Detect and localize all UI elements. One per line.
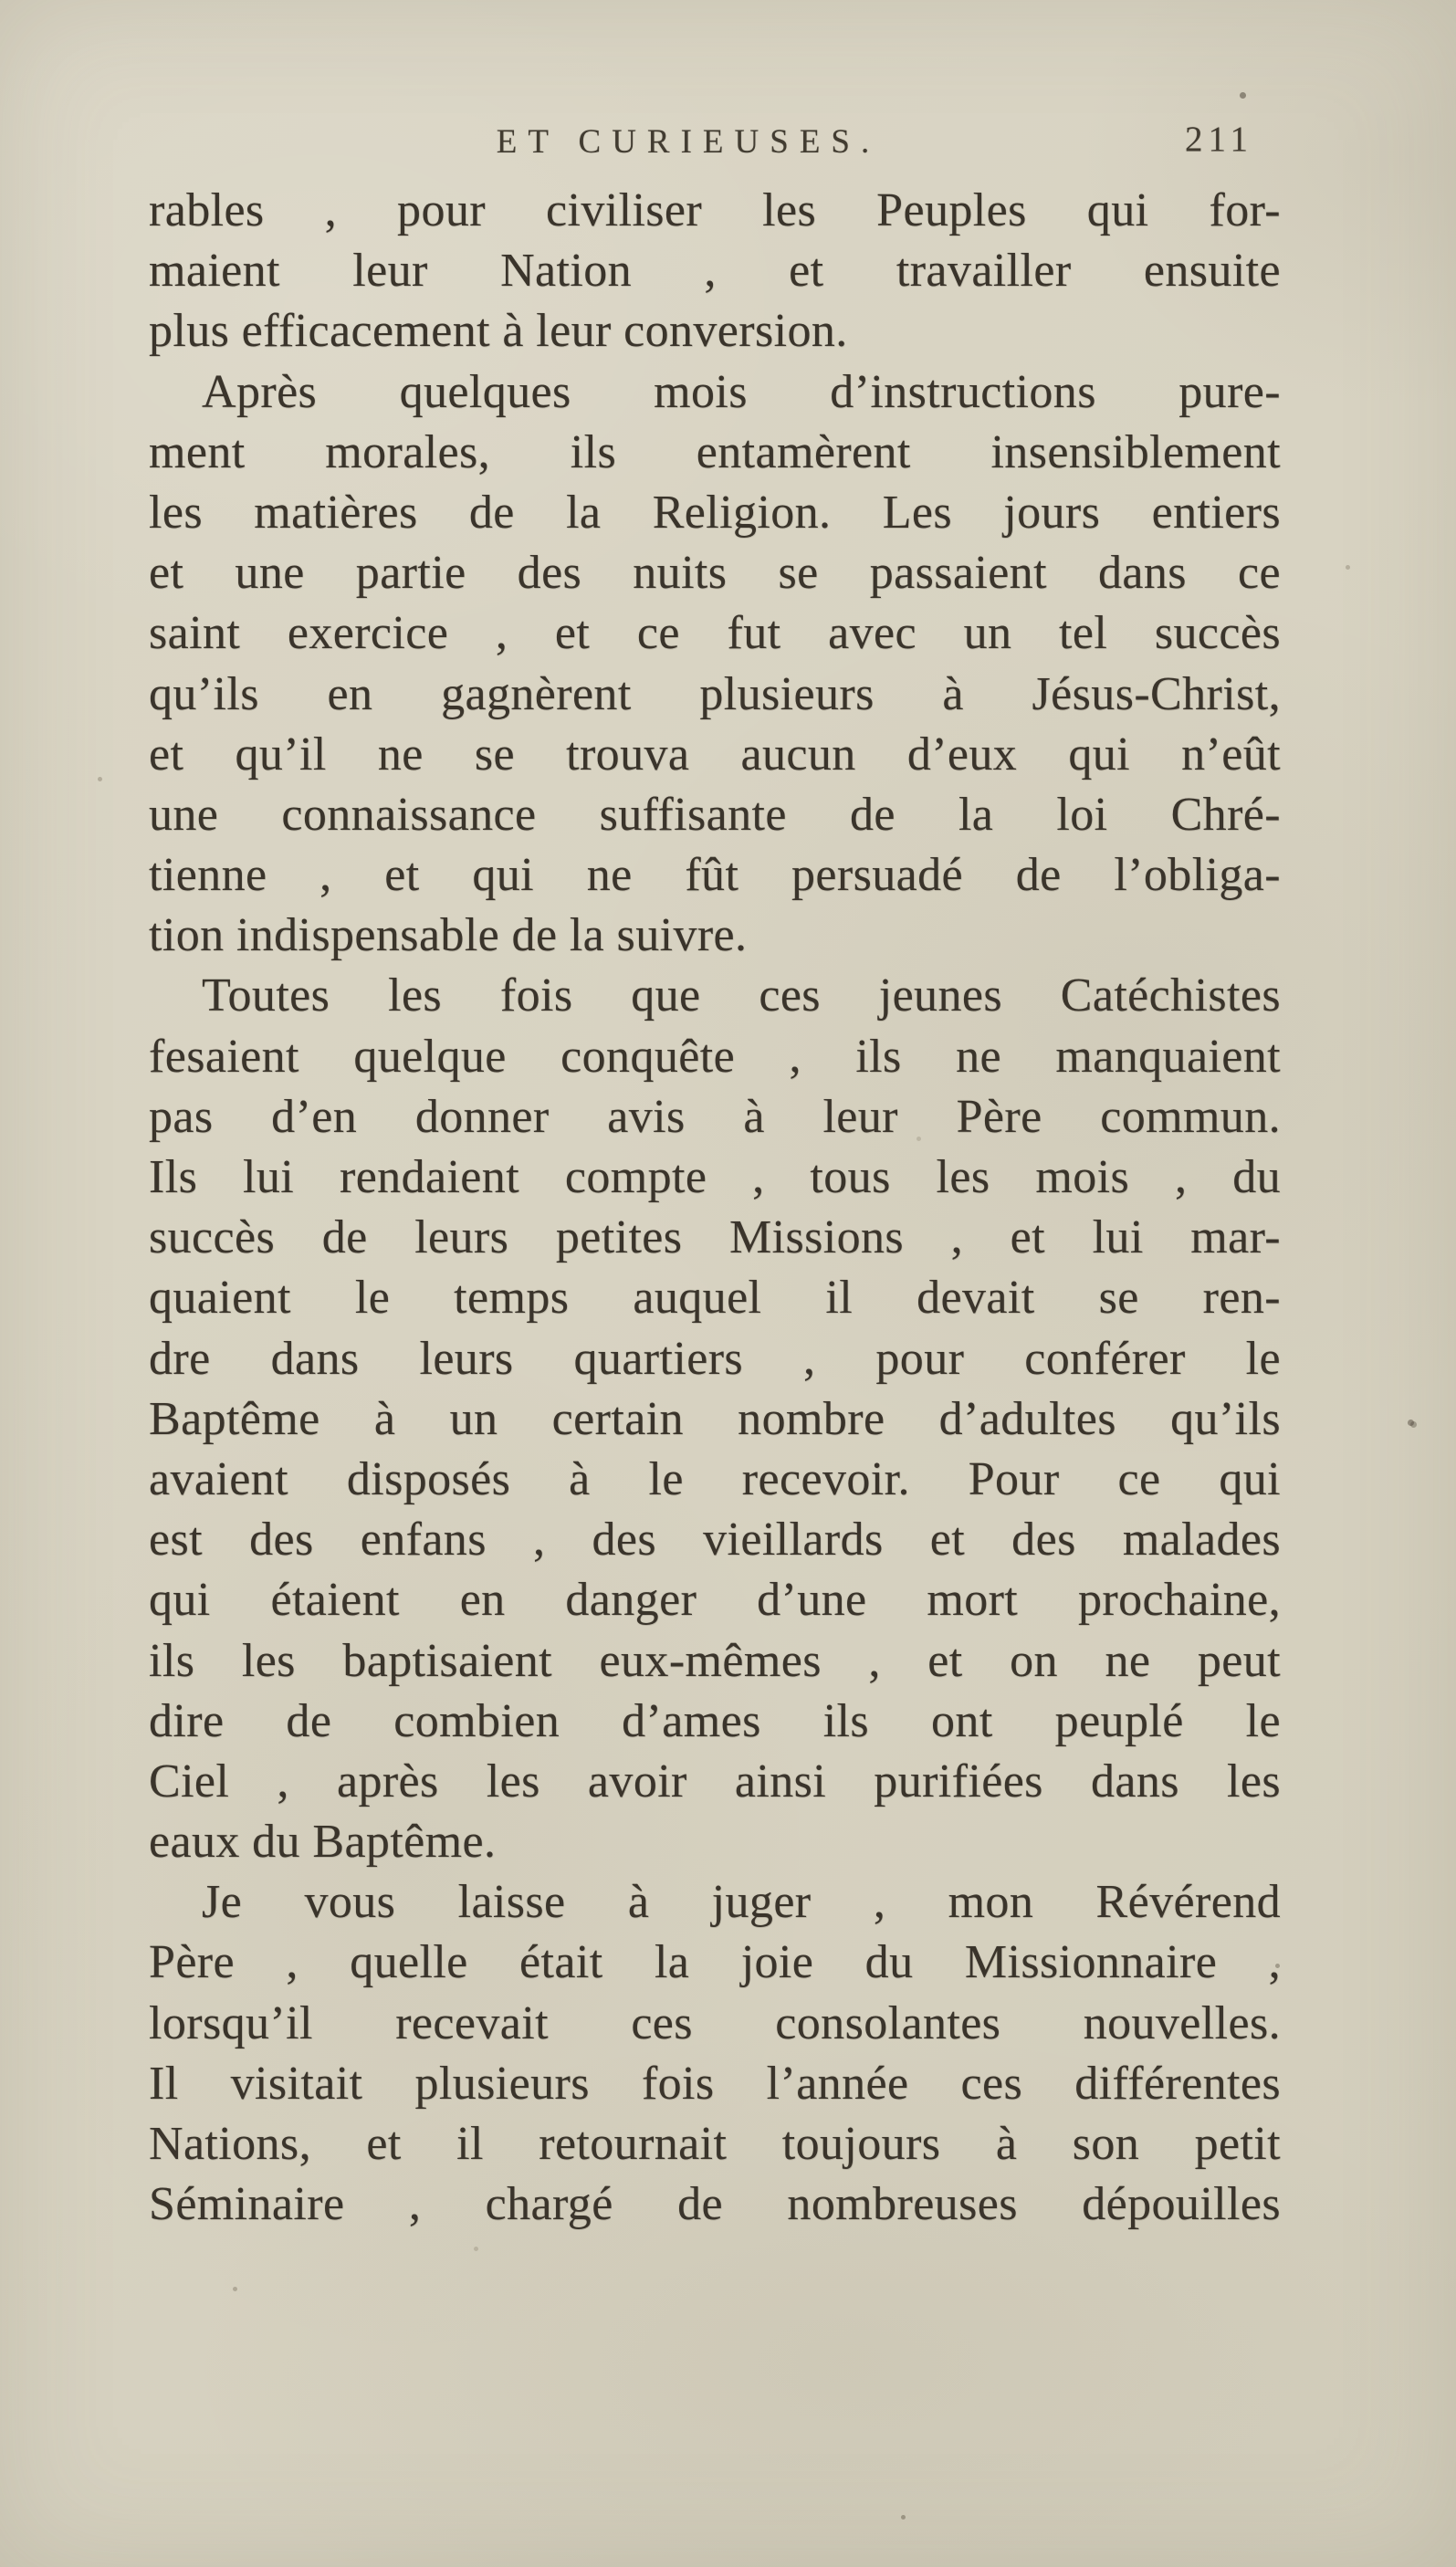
text-line: ment morales, ils entamèrent insensiblement — [149, 425, 1281, 478]
text-line: Ciel , après les avoir ainsi purifiées dans les — [149, 1755, 1281, 1807]
text-line: avaient disposés à le recevoir. Pour ce qui — [149, 1452, 1281, 1505]
text-line: lorsqu’il recevait ces consolantes nouvelles. — [149, 1996, 1281, 2049]
text-line: Nations, et il retournait toujours à son petit — [149, 2118, 1281, 2170]
text-line: quaient le temps auquel il devait se ren- — [149, 1272, 1281, 1325]
text-line: est des enfans , des vieillards et des malades — [149, 1514, 1281, 1566]
text-line: tienne , et qui ne fût persuadé de l’obliga- — [149, 849, 1281, 902]
text-line: fesaient quelque conquête , ils ne manquaient — [149, 1030, 1281, 1083]
text-line: Je vous laisse à juger , mon Révérend — [202, 1876, 1281, 1929]
text-line: pas d’en donner avis à leur Père commun. — [149, 1090, 1281, 1143]
page-number: 211 — [1184, 120, 1253, 159]
text-line: Ils lui rendaient compte , tous les mois , du — [149, 1151, 1281, 1203]
text-line: une connaissance suffisante de la loi Chré- — [149, 788, 1281, 841]
text-line: Il visitait plusieurs fois l’année ces différentes — [149, 2057, 1281, 2110]
text-line: succès de leurs petites Missions , et lui mar- — [149, 1211, 1281, 1264]
running-title: ET CURIEUSES. — [496, 123, 881, 161]
text-line: qu’ils en gagnèrent plusieurs à Jésus-Christ, — [149, 667, 1281, 720]
page-header — [149, 122, 1281, 177]
paper-speck-artifacts — [0, 0, 3, 3]
text-line: Après quelques mois d’instructions pure- — [202, 365, 1281, 418]
text-line: dre dans leurs quartiers , pour conférer le — [149, 1332, 1281, 1385]
text-line: dire de combien d’ames ils ont peuplé le — [149, 1694, 1281, 1747]
text-line: maient leur Nation , et travailler ensuite — [149, 245, 1281, 298]
text-line: les matières de la Religion. Les jours entiers — [149, 486, 1281, 539]
text-line: Toutes les fois que ces jeunes Catéchistes — [202, 969, 1281, 1022]
text-line: Père , quelle était la joie du Missionnaire , — [149, 1936, 1281, 1989]
text-line: Baptême à un certain nombre d’adultes qu’ils — [149, 1392, 1281, 1445]
text-line: qui étaient en danger d’une mort prochaine, — [149, 1574, 1281, 1627]
text-line: et qu’il ne se trouva aucun d’eux qui n’eût — [149, 728, 1281, 781]
text-line: tion indispensable de la suivre. — [149, 909, 748, 962]
text-line: saint exercice , et ce fut avec un tel succès — [149, 607, 1281, 660]
text-line: plus efficacement à leur conversion. — [149, 305, 848, 358]
text-line: ils les baptisaient eux-mêmes , et on ne peut — [149, 1634, 1281, 1687]
body-text — [149, 181, 1281, 2235]
text-line: eaux du Baptême. — [149, 1816, 497, 1869]
text-line: et une partie des nuits se passaient dans ce — [149, 547, 1281, 600]
text-line: Séminaire , chargé de nombreuses dépouilles — [149, 2178, 1281, 2231]
text-line: rables , pour civiliser les Peuples qui for- — [149, 184, 1281, 236]
